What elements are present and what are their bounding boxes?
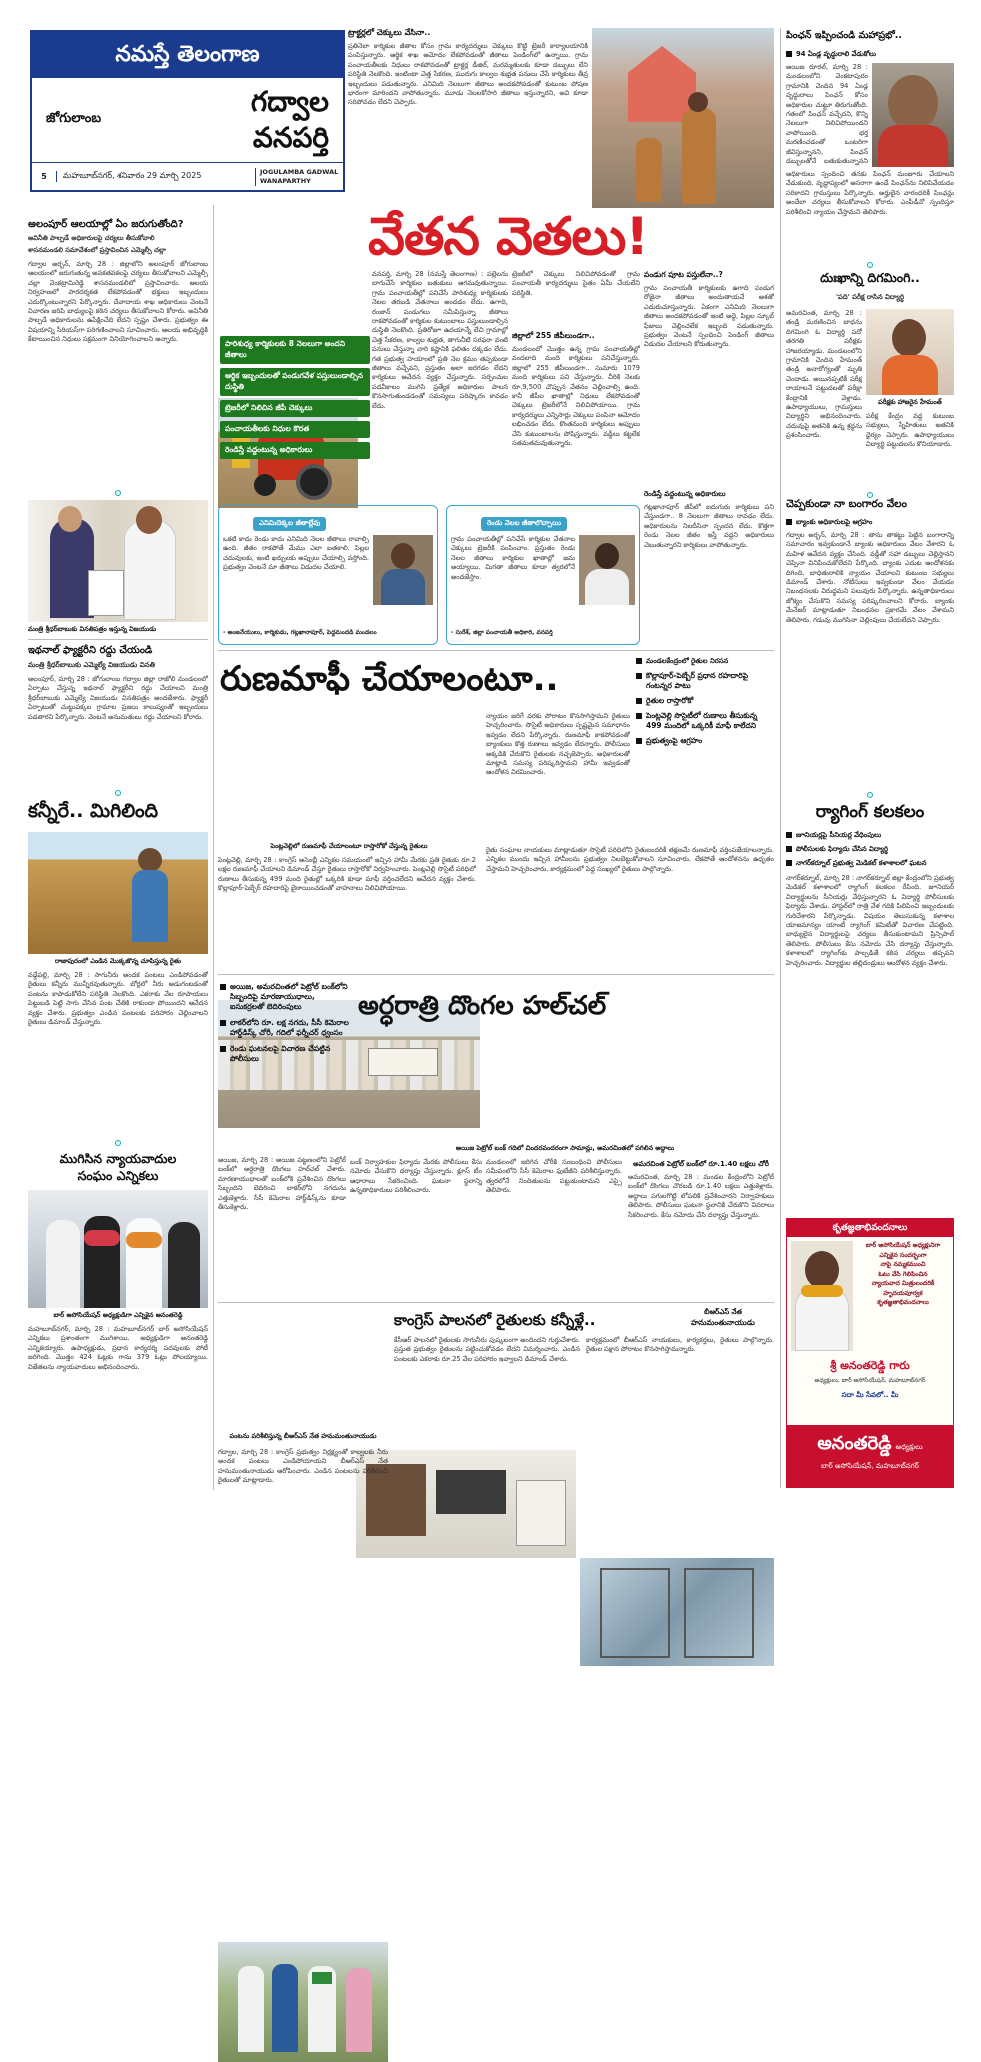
edition-big-1: గద్వాల [250, 85, 329, 118]
ithanal-headline: ఇథనాల్ ఫ్యాక్టరీని రద్దు చేయండి [28, 645, 153, 656]
story-kanneere [28, 798, 208, 1161]
dongala-photo-2 [580, 1558, 774, 1666]
story-ithanal [28, 500, 208, 755]
ragging-bullet-2: పోలీసులకు ఫిర్యాదు చేసిన విద్యార్థి [796, 845, 889, 853]
ad-name: శ్రీ అనంతరెడ్డి గారు [830, 1359, 910, 1372]
ad-photo [791, 1241, 853, 1351]
quote1-title: ఎనిమిదెక్కల జీతాల్లేవు [253, 517, 326, 531]
vetana-col4-head: రెండిస్తే వద్దంటున్న అధికారులు [644, 490, 726, 498]
vetana-col4: గట్లఖానాపూర్ జీపీలో ఐదుగురు కార్మికులు పని చేస్తుండగా.. 8 నెలలుగా జీతాలు రావడం లేదు. అధికారులను నిలదీసినా స్పందన లేదు. కొత్తగా రెండు నెలల జీతం ఇస్తే వద్దని అధికారులు చెబుతున్నారని కార్మికులు వాపోతున్నారు. [644, 503, 774, 549]
vetana-col2-wrap [512, 270, 640, 497]
ragging-bullet-1: జూనియర్లపై సీనియర్ల వేధింపులు [796, 831, 882, 839]
separator [28, 790, 208, 796]
runamafi-body-col3: రైతు సంఘాల నాయకులు మాట్లాడుతూ సొసైటీ పరిధిలోని రైతులందరికీ తక్షణమే రుణమాఫీ వర్తింపజేయాలన్నారు. ఎన్నికల ముందు ఇచ్చిన హామీలను ప్రభుత్వం నిలబెట్టుకోవాలని సూచించారు. లేకపోతే ఆందోళనను ఉధృతం చేస్తామని హెచ్చరించారు. కార్యక్రమంలో పెద్ద సంఖ్యలో రైతులు పాల్గొన్నారు. [486, 846, 774, 873]
vetana-bullet-4: పంచాయతీలకు నిధుల కొరత [220, 421, 370, 438]
separator [786, 792, 954, 798]
edition-big-2: వనపర్తి [252, 121, 329, 154]
kanneere-photo [28, 832, 208, 954]
dongala-body-1: అయిజ, మార్చి 28 : అయిజ పట్టణంలోని పెట్రోల్ బంక్‌లో అర్ధరాత్రి దొంగలు హల్‌చల్ చేశారు. మారణాయుధాలతో బంక్‌లోకి ప్రవేశించిన దొంగలు సిబ్బందిని బెదిరించి లాకర్‌లోని నగదును ఎత్తుకెళ్లారు. సీసీ కెమెరాల హార్డ్‌డిస్క్‌ను కూడా తీసుకెళ్లారు. [218, 1156, 346, 1212]
vetana-col3: గ్రామ పంచాయతీ కార్మికులకు ఉగాది పండుగ రోజైనా జీతాలు అందుతాయనే ఆశతో ఎదురుచూస్తున్నారు. ఏకంగా ఎనిమిది నెలలుగా జీతాలు అందకపోవడంతో ఇంటి అద్దె, పిల్లల స్కూల్ ఫీజులు చెల్లించలేక ఇబ్బంది పడుతున్నారు. ప్రభుత్వం వెంటనే స్పందించి పెండింగ్ జీతాలు విడుదల చేయాలని కోరుతున్నారు. [644, 284, 774, 349]
dongala-body-4: అమరచింత, మార్చి 28 : మండల కేంద్రంలోని పెట్రోల్ బంక్‌లో దొంగలు చొరబడి రూ.1.40 లక్షలు ఎత్తుకెళ్లారు. అద్దాలు పగులగొట్టి లోపలికి ప్రవేశించారని నిర్వాహకులు తెలిపారు. పోలీసులు ఘటనా స్థలానికి చేరుకొని వివరాలు సేకరించారు. కేసు నమోదు చేసి దర్యాప్తు చేస్తున్నారు. [628, 1173, 774, 1219]
ithanal-photo-caption: మంత్రి శ్రీధర్‌బాబుకు వినతిపత్రం ఇస్తున్న విజయుడు [28, 625, 157, 633]
vetana-col2: మండలంలో మొత్తం ఉన్న గ్రామ పంచాయతీల్లో వందలాది మంది కార్మికులు పనిచేస్తున్నారు. జిల్లాలో 255 జీపీలుండగా.. సుమారు 1079 మంది కార్మికులు పని చేస్తున్నారు. వీరికి నెలకు రూ.9,500 చొప్పున వేతనం చెల్లించాల్సి ఉంది. కానీ జీపీల ఖాతాల్లో నిధులు లేకపోవడంతో చెక్కులు ట్రెజరీలోనే నిలిచిపోయాయి. గ్రామ కార్యదర్శులు ఎన్నిసార్లు చెక్కులు పంపినా ఆమోదం లభించడం లేదు. కొంతమంది కార్మికులు అప్పులు చేసి కుటుంబాలను పోషిస్తున్నారు. వడ్డీలు కట్టలేక సతమతమవుతున్నారు. [512, 345, 640, 448]
dukham-photo-caption: పరీక్షకు హాజరైన హేమంత్ [878, 398, 942, 406]
quote-box-1 [218, 505, 438, 645]
runamafi-photo-caption: పెంట్లవెల్లిలో రుణమాఫీ చేయాలంటూ రాస్తారోకో చేస్తున్న రైతులు [270, 842, 428, 850]
congress-side-label-1: బీఆర్ఎస్ నేత [704, 1308, 742, 1316]
runamafi-body-col1: పెంట్లవెల్లి, మార్చి 28 : కాంగ్రెస్ అసెంబ్లీ ఎన్నికల సమయంలో ఇచ్చిన హామీ మేరకు ప్రతి రైతుకు రూ.2 లక్షల రుణమాఫీ చేయాలని డిమాండ్ చేస్తూ రైతులు రాస్తారోకో నిర్వహించారు. పెంట్లవెల్లి సొసైటీ పరిధిలో రుణాలు తీసుకున్న 499 మంది రైతుల్లో ఒక్కరికి కూడా మాఫీ వర్తించలేదని ఆవేదన వ్యక్తం చేశారు. కొల్లాపూర్-పెబ్బేర్ రహదారిపై బైఠాయించడంతో వాహనాలు నిలిచిపోయాయి. [218, 856, 476, 893]
congress-body-3: కార్యక్రమంలో బీఆర్ఎస్ నాయకులు, కార్యకర్తలు, రైతులు పాల్గొన్నారు. రైతుల పక్షాన పోరాటం కొనసాగిస్తామన్నారు. [586, 1336, 774, 1354]
story-bangaram [786, 498, 954, 799]
pension-headline: పింఛన్ ఇప్పించండి మహాప్రభో.. [786, 30, 902, 41]
ragging-headline: ర్యాగింగ్ కలకలం [815, 802, 925, 822]
quote2-body: గ్రామ పంచాయతీల్లో పనిచేసే కార్మికుల వేతనాల చెక్కులు ట్రెజరీకి పంపించాం. ప్రస్తుతం రెండు నెలల జీతాలు కార్మికుల ఖాతాల్లో జమ అయ్యాయి. మిగతా జీతాలు కూడా త్వరలోనే అందజేస్తాం. [451, 535, 575, 581]
alampur-sub2: శాసనమండలి సమావేశంలో ప్రస్తావించిన ఎమ్మెల్సీ చల్లా [28, 246, 166, 254]
ad-line-6: హృదయపూర్వక [883, 1289, 923, 1297]
vetana-bullet-3: ట్రెజరీలో నిలిచిన జీపీ చెక్కులు [220, 400, 370, 417]
vetana-bullets [220, 336, 370, 459]
ad-line-4: ఓటు వేసి గెలిపించిన [878, 1270, 928, 1278]
dateline: మహబూబ్‌నగర్, శనివారం 29 మార్చి 2025 [56, 171, 255, 182]
dongala-bullet-2: లాకర్‌లోని రూ. లక్ష నగదు, సీసీ కెమెరాల హార్డ్‌డిస్క్ చోరీ, గదిలో ఫర్నీచర్ ధ్వంసం [230, 1018, 349, 1037]
page-number: 5 [41, 172, 47, 181]
ad-line-1: బార్ అసోసియేషన్ అధ్యక్షునిగా [865, 1242, 941, 1249]
ad-banner: కృతజ్ఞతాభివందనాలు [787, 1219, 953, 1237]
separator [28, 1140, 208, 1146]
ad-footer-name: అనంతరెడ్డి [817, 1433, 892, 1454]
ad-tagline: సదా మీ సేవలో.. మీ [841, 1391, 899, 1399]
alampur-sub1: అవినీతి పాల్పడే అధికారులపై చర్యలు తీసుకోవాలి [28, 234, 155, 242]
dongala-bullets [220, 982, 350, 1064]
runamafi-bullet-4: పెంట్లవెల్లి సొసైటీలో రుణాలు తీసుకున్న 499 మందిలో ఒక్కరికీ మాఫీ కాలేదని [646, 711, 758, 730]
congress-photo-caption: పంటను పరిశీలిస్తున్న బీఆర్ఎస్ నేత హనుమంతునాయుడు [229, 1432, 377, 1440]
runamafi-bullet-2: కొల్లాపూర్-పెబ్బేర్ ప్రధాన రహదారిపై గంటన్నర పాటు [646, 671, 749, 690]
kanneere-headline: కన్నీరే.. మిగిలింది [28, 800, 159, 822]
dongala-body-3: మండలంలో జరిగిన చోరీకి సంబంధించి పోలీసులు సమీపంలోని సీసీ కెమెరాల ఫుటేజీని పరిశీలిస్తున్నారు. త్వరలోనే నిందితులను పట్టుకుంటామని ఎస్సై తెలిపారు. [486, 1158, 622, 1195]
ragging-bullet-3: నాగర్‌కర్నూల్ ప్రభుత్వ మెడికల్ కళాశాలలో ఘటన [796, 859, 927, 867]
dukham-subhead: 'పది' పరీక్ష రాసిన విద్యార్థి [835, 293, 905, 301]
ad-footer-role: అధ్యక్షులు [895, 1443, 923, 1451]
alampur-headline: అలంపూర్ ఆలయాల్లో ఏం జరుగుతోంది? [28, 219, 184, 230]
ad-footer-sub: బార్ అసోసియేషన్, మహబూబ్‌నగర్ [821, 1462, 919, 1470]
vetana-top-headline: ట్రాక్టర్లలో చెక్కులు వేసినా.. [348, 28, 431, 37]
vetana-col2-head: జిల్లాలో 255 జీపీలుండగా.. [512, 331, 595, 340]
vetana-col3-wrap [644, 270, 774, 494]
vetana-worker-photo [592, 28, 774, 208]
edition-en-1: JOGULAMBA GADWAL [260, 167, 339, 176]
pension-photo [872, 63, 954, 167]
vetana-top [348, 28, 588, 202]
runamafi-bullet-1: మండలకేంద్రంలో రైతుల నిరసన [646, 657, 729, 665]
vetana-col1: వనపర్తి, మార్చి 28 (నమస్తే తెలంగాణ) : పల్లెలను బాగుచేసే కార్మికుల బతుకులు ఆగమవుతున్నాయి. గ్రామ పంచాయతీల్లో పనిచేసే పారిశుధ్య కార్మికులకు నెలల తరబడి వేతనాలు అందడం లేదు. ఉగాది, రంజాన్ పండుగలు సమీపిస్తున్నా జీతాలు రాకపోవడంతో కార్మికుల కుటుంబాలు పస్తులుండాల్సిన దుస్థితి నెలకొంది. ప్రతిరోజూ ఉదయాన్నే లేచి గ్రామాల్లో చెత్త సేకరణ, కాల్వల శుభ్రత, తాగునీటి సరఫరా వంటి పనులు చేస్తున్నా వారి కష్టానికి ఫలితం దక్కడం లేదు. గత ప్రభుత్వ హయాంలో ప్రతి నెల క్రమం తప్పకుండా జీతాలు వచ్చేవని, ప్రస్తుతం అలా జరగడం లేదని కార్మికులు ఆవేదన వ్యక్తం చేస్తున్నారు. సర్పంచుల పదవీకాలం ముగిసి ప్రత్యేక అధికారుల పాలన కొనసాగుతుండడంతో సమస్యలు పరిష్కారం కావడం లేదు. [372, 270, 508, 410]
ad-line-5: న్యాయవాద మిత్రులందరికీ [871, 1280, 935, 1287]
bar-body: మహబూబ్‌నగర్, మార్చి 28 : మహబూబ్‌నగర్ బార్ అసోసియేషన్ ఎన్నికలు ప్రశాంతంగా ముగిశాయి. అధ్యక్షుడిగా అనంతరెడ్డి ఎన్నికయ్యారు. ఉపాధ్యక్షుడు, ప్రధాన కార్యదర్శి పదవులకు పోటీ జరిగింది. మొత్తం 424 ఓట్లకు గాను 379 ఓట్లు పోలయ్యాయి. విజేతలను న్యాయవాదులు అభినందించారు. [28, 1325, 208, 1371]
alampur-body: గద్వాల అర్బన్, మార్చి 28 : జిల్లాలోని అలంపూర్ జోగులాంబ ఆలయంలో జరుగుతున్న అవకతవకలపై చర్యలు తీసుకోవాలని ఎమ్మెల్సీ చల్లా వెంకట్రామిరెడ్డి శాసనమండలిలో ప్రస్తావించారు. ఆలయ నిర్వహణలో పారదర్శకత లేకపోవడంతో భక్తులు ఇబ్బందులు ఎదుర్కొంటున్నారని పేర్కొన్నారు. దేవాదాయ శాఖ అధికారులు వెంటనే విచారణ జరిపి బాధ్యులపై కఠిన చర్యలు తీసుకోవాలని కోరారు. అవినీతి పాల్పడే అధికారులను ఉపేక్షించేది లేదని స్పష్టం చేశారు. ప్రభుత్వం ఈ విషయాన్ని సీరియస్‌గా పరిగణించాలని సూచించారు. ఆలయ అభివృద్ధికి కేటాయించిన నిధులు సక్రమంగా వినియోగించాలని అన్నారు. [28, 260, 208, 344]
dongala-body-2: బంక్ నిర్వాహకుల ఫిర్యాదు మేరకు పోలీసులు కేసు నమోదు చేసుకొని దర్యాప్తు చేస్తున్నారు. క్లూస్ టీం ఆధారాలు సేకరించింది. ఘటనా స్థలాన్ని ఉన్నతాధికారులు పరిశీలించారు. [350, 1158, 482, 1195]
pension-body-2: అధికారులు స్పందించి తనకు పింఛన్ మంజూరు చేయాలని వేడుకుంది. వృద్ధాప్యంలో ఆసరాగా ఉండే పింఛన్‌ను నిలిపివేయడం సరికాదని గ్రామస్తులు పేర్కొన్నారు. అర్హులైన వారందరికీ పింఛన్లు అందేలా చర్యలు తీసుకోవాలని కోరారు. ఎంపీడీవో స్పందిస్తూ పరిశీలించి న్యాయం చేస్తామని తెలిపారు. [786, 170, 954, 216]
paper-name: నమస్తే తెలంగాణ [32, 32, 343, 78]
ragging-body: నాగర్‌కర్నూల్, మార్చి 28 : నాగర్‌కర్నూల్ జిల్లా కేంద్రంలోని ప్రభుత్వ మెడికల్ కళాశాలలో ర్యాగింగ్ కలకలం రేపింది. జూనియర్ విద్యార్థులను సీనియర్లు వేధిస్తున్నారని ఓ విద్యార్థి పోలీసులకు ఫిర్యాదు చేశాడు. హాస్టల్‌లో రాత్రి వేళ గదికి పిలిపించి ఇబ్బందులకు గురిచేశారని పేర్కొన్నాడు. విషయం తెలుసుకున్న కళాశాల యాజమాన్యం యాంటీ ర్యాగింగ్ కమిటీతో విచారణ చేపట్టింది. బాధ్యులైన విద్యార్థులపై చర్యలు తీసుకుంటామని ప్రిన్సిపాల్ తెలిపారు. పోలీసులు కేసు నమోదు చేసి దర్యాప్తు చేస్తున్నారు. కళాశాలలో ర్యాగింగ్‌కు పాల్పడితే కఠిన చర్యలు తప్పవని హెచ్చరించారు. విద్యార్థుల తల్లిదండ్రులు ఆందోళన వ్యక్తం చేశారు. [786, 874, 954, 967]
story-ragging [786, 800, 954, 1094]
ad-line-3: నాపై నమ్మకముంచి [880, 1261, 926, 1268]
bar-photo [28, 1190, 208, 1308]
ithanal-subhead: మంత్రి శ్రీధర్‌బాబుకు ఎమ్మెల్యే విజయుడు వినతి [28, 661, 156, 669]
pension-body-1: అయిజ రూరల్, మార్చి 28 : మండలంలోని వెంకటాపురం గ్రామానికి చెందిన 94 ఏండ్ల వృద్ధురాలు పింఛన్ కోసం అధికారుల చుట్టూ తిరుగుతోంది. గతంలో పింఛన్ వచ్చేదని, కొన్ని నెలలుగా నిలిచిపోయిందని వాపోయింది. భర్త మరణించడంతో ఒంటరిగా జీవిస్తున్నానని, పింఛన్ డబ్బులతోనే బతుకుతున్నానని [786, 63, 868, 166]
masthead [30, 30, 345, 192]
edition-small: జోగులాంబ [46, 111, 102, 126]
bangaram-body: గద్వాల అర్బన్, మార్చి 28 : తాను తాకట్టు పెట్టిన బంగారాన్ని సమాచారం ఇవ్వకుండానే బ్యాంకు అధికారులు వేలం వేశారని ఓ మహిళ ఆవేదన వ్యక్తం చేసింది. వడ్డీతో సహా డబ్బులు చెల్లిస్తానని చెప్పినా వినిపించుకోలేదని పేర్కొంది. బ్యాంకు ఎదుట ఆందోళనకు దిగింది. బాధితురాలికి న్యాయం చేయాలని కుటుంబ సభ్యులు డిమాండ్ చేశారు. నోటీసులు ఇవ్వకుండా వేలం వేయడం నిబంధనలకు విరుద్ధమని పలువురు పేర్కొన్నారు. ఉన్నతాధికారులు జోక్యం చేసుకొని సమస్య పరిష్కరించాలని కోరారు. బ్యాంకు మేనేజర్ మాట్లాడుతూ నిబంధనల ప్రకారమే వేలం వేశామని తెలిపారు. గడువు ముగిసినా చెల్లింపులు చేయలేదని చెప్పారు. [786, 531, 954, 624]
quote2-title: రెండు నెలల జీతాలొచ్చాయి [481, 517, 567, 531]
vetana-top-body: ప్రతినెలా కార్మికుల జీతాల కోసం గ్రామ కార్యదర్శులు చెక్కులు కొట్టి ట్రెజరీ కార్యాలయానికి పంపిస్తున్నారు. ఆర్థిక శాఖ ఆమోదం లేకపోవడంతో జీతాలు పెండింగ్‌లో ఉన్నాయి. గ్రామ పంచాయతీలకు నిధులు రాకపోవడంతో ట్రాక్టర్ల డీజిల్, మరమ్మతులకు కూడా డబ్బులు లేని పరిస్థితి నెలకొంది. ఇంటింటా చెత్త సేకరణ, మురుగు కాల్వల శుభ్రత పనులు చేసే కార్మికులు తీవ్ర ఇబ్బందులు పడుతున్నారు. ఎనిమిది నెలలుగా జీతాలు అందకపోవడంతో కుటుంబ పోషణ భారంగా మారిందని వాపోతున్నారు. మూడు నెలలకోసారి జీతాలు ఇస్తున్నారని, అవి కూడా సరిపోవడం లేదని చెప్పారు. [348, 42, 588, 107]
runamafi-bullet-5: ప్రభుత్వంపై ఆగ్రహం [646, 736, 703, 745]
ad-role: అధ్యక్షులు, బార్ అసోసియేషన్, మహబూబ్‌నగర్ [814, 1377, 926, 1384]
story-dukham [786, 270, 954, 510]
quote-box-2 [446, 505, 640, 645]
congress-side-label-2: హనుమంతునాయుడు [691, 1318, 755, 1327]
dukham-body-2: పరీక్ష కేంద్రం వద్ద కుటుంబ సభ్యులు, స్నేహితులు అతనికి ధైర్యం చెప్పారు. ఉపాధ్యాయులు విద్యార్థి పట్టుదలను కొనియాడారు. [866, 412, 954, 449]
vetana-bullet-5: రెండిస్తే వద్దంటున్న అధికారులు [220, 442, 370, 459]
vetana-col4-wrap [644, 490, 774, 643]
kanneere-body: వడ్డేపల్లి, మార్చి 28 : సాగునీరు అందక పంటలు ఎండిపోవడంతో రైతులు కన్నీరు మున్నీరవుతున్నారు. బోర్లలో నీరు అడుగంటడంతో పంటను కాపాడుకోలేని పరిస్థితి నెలకొంది. ఎకరాకు వేల రూపాయలు పెట్టుబడి పెట్టి సాగు చేసిన పంట చేతికి రాకుండా పోయిందని ఆవేదన వ్యక్తం చేశారు. ప్రభుత్వం ఎండిన పంటలకు పరిహారం చెల్లించాలని రైతులు డిమాండ్ చేస్తున్నారు. [28, 971, 208, 1027]
bar-headline-1: ముగిసిన న్యాయవాదుల [59, 1151, 177, 1166]
dongala-side-head: అమరచింత పెట్రోల్ బంక్‌లో రూ.1.40 లక్షలు చోరీ [633, 1160, 769, 1168]
quote1-photo [373, 535, 433, 605]
quote1-body: ఒకటి కాదు రెండు కాదు ఎనిమిది నెలల జీతాలు రావాల్సి ఉంది. జీతం రాకపోతే మేము ఎలా బతకాలి. పిల్లల చదువులకు, ఇంటి ఖర్చులకు అప్పులు చేయాల్సి వస్తోంది. ప్రభుత్వం వెంటనే మా జీతాలు విడుదల చేయాలి. [223, 535, 369, 572]
edition-en-2: WANAPARTHY [260, 176, 311, 185]
dongala-photo-caption: అయిజ పెట్రోల్ బంక్ గదిలో చిందరవందరంగా సామాన్లు, అమరచింతలో పగిలిన అద్దాలు [455, 1144, 675, 1152]
vetana-bullet-1: పారిశుధ్య కార్మికులకు 8 నెలలుగా అందని జీతాలు [220, 336, 370, 364]
kanneere-photo-caption: రాజాపురంలో ఎండిన మొక్కజొన్న చూపిస్తున్న రైతు [54, 957, 182, 965]
separator [28, 490, 208, 496]
bar-photo-caption: బార్ అసోసియేషన్ అధ్యక్షుడిగా ఎన్నికైన అనంతరెడ్డి [53, 1311, 183, 1319]
pension-subhead: 94 ఏండ్ల వృద్ధురాలి వేడుకోలు [796, 50, 877, 58]
dukham-photo [866, 309, 954, 395]
dukham-headline: దుఃఖాన్ని దిగమింగి.. [820, 270, 920, 285]
congress-body-1: గద్వాల, మార్చి 28 : కాంగ్రెస్ ప్రభుత్వం నిర్లక్ష్యంతో కాల్వలకు నీరు అందక పంటలు ఎండిపోయాయని బీఆర్ఎస్ నేత హనుమంతునాయుడు ఆరోపించారు. ఎండిన పంటలను పరిశీలించి రైతులతో మాట్లాడారు. [218, 1448, 388, 1485]
dukham-body: అమరచింత, మార్చి 28 : తండ్రి మరణించిన బాధను దిగమింగి ఓ విద్యార్థి పదో తరగతి పరీక్షకు హాజరయ్యాడు. మండలంలోని గ్రామానికి చెందిన హేమంత్ తండ్రి అనారోగ్యంతో మృతి చెందాడు. అయినప్పటికీ పరీక్ష రాయాలనే పట్టుదలతో పరీక్షా కేంద్రానికి వెళ్లాడు. ఉపాధ్యాయులు, గ్రామస్తులు విద్యార్థిని అభినందించారు. చదువుపై అతనికి ఉన్న శ్రద్ధను ప్రశంసించారు. [786, 309, 862, 440]
dongala-side [628, 1160, 774, 1289]
vetana-col3-head: పండుగ పూట పస్తులేనా..? [644, 270, 723, 279]
dongala-bullet-3: రెండు ఘటనలపై విచారణ చేపట్టిన పోలీసులు [230, 1044, 331, 1063]
vetana-bullet-2: ఆర్థిక ఇబ్బందులతో పండుగవేళ పస్తులుండాల్సిన దుస్థితి [220, 368, 370, 396]
ad-line-7: కృతజ్ఞతాభివందనాలు [877, 1299, 929, 1306]
separator [786, 262, 954, 268]
ithanal-body: అలంపూర్, మార్చి 28 : జోగులాంబ గద్వాల జిల్లా రాజోలి మండలంలో ఏర్పాటు చేస్తున్న ఇథనాల్ ఫ్యాక్టరీని రద్దు చేయాలని మంత్రి శ్రీధర్‌బాబుకు ఎమ్మెల్యే విజయుడు వినతిపత్రం అందజేశారు. ఫ్యాక్టరీ ఏర్పాటుతో చుట్టుపక్కల గ్రామాల ప్రజలు కాలుష్యంతో ఇబ్బందులు పడతారని పేర్కొన్నారు. వెంటనే అనుమతులు రద్దు చేయాలని కోరారు. [28, 675, 208, 721]
runamafi-bullets [636, 656, 774, 746]
ad-line-2: ఎన్నికైన సందర్భంగా [879, 1251, 927, 1259]
congress-photo [218, 1942, 388, 2062]
dongala-bullet-1: అయిజ, అమరచింతలో పెట్రోల్ బంక్‌లోని సిబ్బందిపై మారణాయుధాలు, ఐసుకర్రలతో బెదిరింపులు [230, 982, 348, 1011]
bar-headline-2: సంఘం ఎన్నికలు [77, 1168, 159, 1183]
bangaram-subhead: బ్యాంకు అధికారులపై ఆగ్రహం [796, 518, 873, 526]
runamafi-bullet-3: రైతుల రాస్తారోకో [646, 696, 694, 705]
story-pension [786, 30, 954, 280]
story-alampur [28, 218, 208, 490]
quote1-name: - అంజనేయులు, కార్మికుడు, గట్లఖానాపూర్, పెద్దమందడి మండలం [223, 629, 377, 636]
congress-body-2: కేసీఆర్ పాలనలో రైతులకు సాగునీరు పుష్కలంగా అందిందని గుర్తుచేశారు. ప్రస్తుత ప్రభుత్వం రైతులను పట్టించుకోవడం లేదని విమర్శించారు. ఎండిన పంటలకు ఎకరాకు రూ.25 వేల పరిహారం ఇవ్వాలని డిమాండ్ చేశారు. [394, 1336, 580, 1363]
vetana-col2-top: ట్రెజరీలో చెక్కులు నిలిచిపోవడంతో గ్రామ పంచాయతీ కార్యదర్శులు సైతం ఏమీ చేయలేని పరిస్థితి. [512, 270, 640, 297]
vetana-headline: వేతన వెతలు! [368, 207, 649, 267]
bangaram-headline: చెప్పకుండా నా బంగారం వేలం [786, 498, 907, 510]
congress-headline: కాంగ్రెస్ పాలనలో రైతులకు కన్నీళ్లే.. [394, 1311, 596, 1329]
quote2-photo [579, 535, 635, 605]
story-bar [28, 1150, 208, 1475]
quote2-name: - సురేశ్, జిల్లా పంచాయతీ అధికారి, వనపర్తి [451, 629, 553, 636]
dongala-headline: అర్ధరాత్రి దొంగల హల్‌చల్ [358, 991, 607, 1021]
ad-box [786, 1218, 954, 1488]
runamafi-body-col2: న్యాయం జరిగే వరకు పోరాటం కొనసాగిస్తామని రైతులు హెచ్చరించారు. సొసైటీ అధికారులు స్పష్టమైన సమాధానం ఇవ్వడం లేదని పేర్కొన్నారు. రుణమాఫీ కాకపోవడంతో బ్యాంకులు కొత్త రుణాలు ఇవ్వడం లేదన్నారు. పోలీసులు అక్కడికి చేరుకొని రైతులకు నచ్చజెప్పారు. అధికారులతో మాట్లాడి సమస్య పరిష్కరిస్తామని హామీ ఇవ్వడంతో ఆందోళన విరమించారు. [486, 712, 630, 777]
congress-side-label [672, 1308, 774, 1329]
runamafi-headline: రుణమాఫీ చేయాలంటూ.. [220, 659, 559, 699]
ithanal-photo [28, 500, 208, 622]
